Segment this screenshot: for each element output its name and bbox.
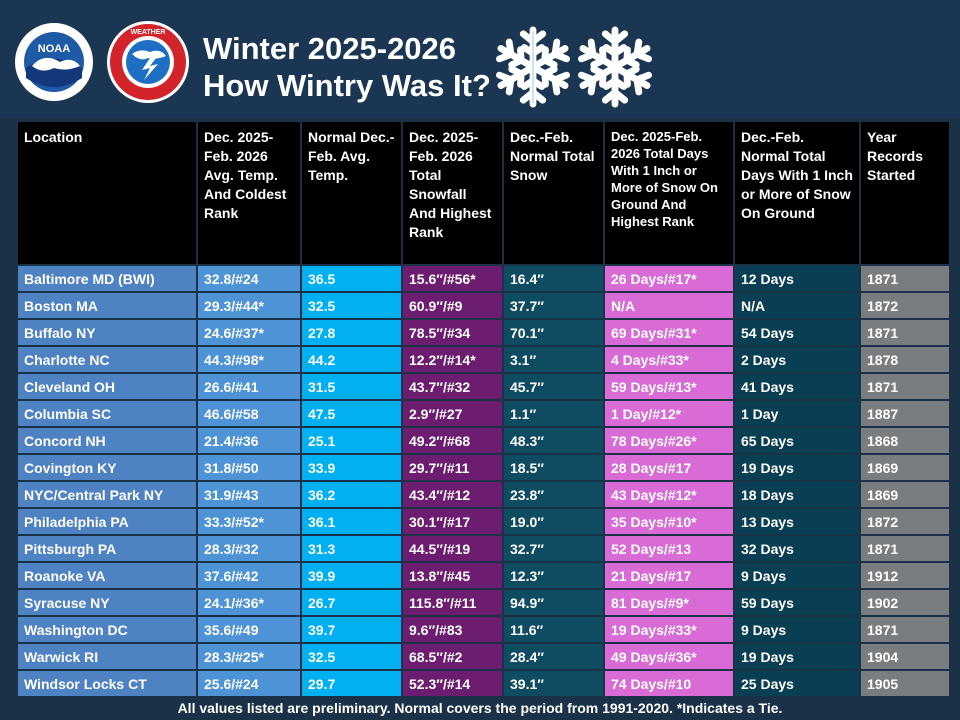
cell-normal-snow: 45.7″	[504, 374, 603, 399]
cell-location: Warwick RI	[18, 644, 196, 669]
cell-normal-snow: 70.1″	[504, 320, 603, 345]
table-row	[18, 401, 949, 426]
cell-snow-days: 81 Days/#9*	[605, 590, 733, 615]
cell-normal-snow: 28.4″	[504, 644, 603, 669]
table-row	[18, 563, 949, 588]
cell-normal-snow-days: 1 Day	[735, 401, 859, 426]
cell-normal-temp: 36.2	[302, 482, 401, 507]
cell-location: Concord NH	[18, 428, 196, 453]
cell-normal-snow-days: 19 Days	[735, 455, 859, 480]
cell-normal-snow-days: 41 Days	[735, 374, 859, 399]
cell-normal-snow: 16.4″	[504, 266, 603, 291]
title-line-1: Winter 2025-2026	[203, 31, 457, 66]
table-row	[18, 590, 949, 615]
column-header-normal-snow-days: Dec.-Feb. Normal Total Days With 1 Inch or More of Snow On Ground	[735, 122, 859, 264]
cell-year-started: 1871	[861, 617, 949, 642]
column-header-normal-temp: Normal Dec.-Feb. Avg. Temp.	[302, 122, 401, 264]
cell-normal-snow: 19.0″	[504, 509, 603, 534]
cell-snow-days: 19 Days/#33*	[605, 617, 733, 642]
cell-snow-days: 78 Days/#26*	[605, 428, 733, 453]
cell-total-snowfall: 78.5″/#34	[403, 320, 502, 345]
cell-normal-temp: 47.5	[302, 401, 401, 426]
cell-normal-temp: 29.7	[302, 671, 401, 696]
cell-year-started: 1868	[861, 428, 949, 453]
cell-normal-temp: 39.7	[302, 617, 401, 642]
cell-location: Washington DC	[18, 617, 196, 642]
cell-year-started: 1904	[861, 644, 949, 669]
page-title	[203, 30, 491, 104]
snowflake-icon	[494, 24, 572, 110]
cell-avg-temp: 35.6/#49	[198, 617, 300, 642]
cell-location: Charlotte NC	[18, 347, 196, 372]
snowflake-icon	[576, 24, 654, 110]
cell-normal-snow: 37.7″	[504, 293, 603, 318]
cell-normal-snow: 3.1″	[504, 347, 603, 372]
cell-normal-snow: 94.9″	[504, 590, 603, 615]
cell-normal-snow-days: 12 Days	[735, 266, 859, 291]
cell-year-started: 1912	[861, 563, 949, 588]
cell-normal-snow: 32.7″	[504, 536, 603, 561]
cell-snow-days: 74 Days/#10	[605, 671, 733, 696]
cell-normal-snow-days: 18 Days	[735, 482, 859, 507]
cell-location: Cleveland OH	[18, 374, 196, 399]
cell-normal-snow: 12.3″	[504, 563, 603, 588]
cell-year-started: 1871	[861, 266, 949, 291]
cell-snow-days: 49 Days/#36*	[605, 644, 733, 669]
cell-avg-temp: 32.8/#24	[198, 266, 300, 291]
cell-snow-days: 21 Days/#17	[605, 563, 733, 588]
cell-total-snowfall: 2.9″/#27	[403, 401, 502, 426]
table-header-row	[18, 122, 949, 264]
cell-normal-snow-days: 19 Days	[735, 644, 859, 669]
cell-year-started: 1902	[861, 590, 949, 615]
cell-snow-days: N/A	[605, 293, 733, 318]
cell-normal-snow-days: N/A	[735, 293, 859, 318]
cell-total-snowfall: 49.2″/#68	[403, 428, 502, 453]
table-row	[18, 320, 949, 345]
cell-normal-snow: 18.5″	[504, 455, 603, 480]
cell-year-started: 1871	[861, 374, 949, 399]
table-row	[18, 482, 949, 507]
cell-normal-temp: 26.7	[302, 590, 401, 615]
cell-avg-temp: 26.6/#41	[198, 374, 300, 399]
table-row	[18, 347, 949, 372]
cell-avg-temp: 21.4/#36	[198, 428, 300, 453]
cell-snow-days: 43 Days/#12*	[605, 482, 733, 507]
cell-snow-days: 69 Days/#31*	[605, 320, 733, 345]
cell-normal-temp: 32.5	[302, 644, 401, 669]
cell-location: Columbia SC	[18, 401, 196, 426]
cell-location: Covington KY	[18, 455, 196, 480]
header	[0, 0, 960, 118]
cell-normal-snow-days: 13 Days	[735, 509, 859, 534]
cell-snow-days: 28 Days/#17	[605, 455, 733, 480]
cell-avg-temp: 28.3/#25*	[198, 644, 300, 669]
cell-normal-snow-days: 25 Days	[735, 671, 859, 696]
cell-year-started: 1878	[861, 347, 949, 372]
cell-total-snowfall: 43.7″/#32	[403, 374, 502, 399]
cell-location: Syracuse NY	[18, 590, 196, 615]
cell-normal-snow-days: 32 Days	[735, 536, 859, 561]
cell-normal-snow: 11.6″	[504, 617, 603, 642]
cell-location: Roanoke VA	[18, 563, 196, 588]
cell-year-started: 1887	[861, 401, 949, 426]
title-line-2: How Wintry Was It?	[203, 68, 491, 103]
cell-total-snowfall: 29.7″/#11	[403, 455, 502, 480]
cell-normal-snow: 1.1″	[504, 401, 603, 426]
cell-snow-days: 52 Days/#13	[605, 536, 733, 561]
cell-normal-temp: 36.5	[302, 266, 401, 291]
cell-total-snowfall: 30.1″/#17	[403, 509, 502, 534]
cell-avg-temp: 37.6/#42	[198, 563, 300, 588]
cell-avg-temp: 24.6/#37*	[198, 320, 300, 345]
cell-avg-temp: 46.6/#58	[198, 401, 300, 426]
cell-location: Buffalo NY	[18, 320, 196, 345]
cell-avg-temp: 44.3/#98*	[198, 347, 300, 372]
winter-records-table	[16, 120, 951, 698]
cell-year-started: 1872	[861, 509, 949, 534]
cell-location: Pittsburgh PA	[18, 536, 196, 561]
column-header-year-started: Year Records Started	[861, 122, 949, 264]
table-row	[18, 374, 949, 399]
cell-total-snowfall: 60.9″/#9	[403, 293, 502, 318]
table-row	[18, 617, 949, 642]
cell-normal-snow-days: 59 Days	[735, 590, 859, 615]
cell-total-snowfall: 68.5″/#2	[403, 644, 502, 669]
table-row	[18, 509, 949, 534]
cell-snow-days: 59 Days/#13*	[605, 374, 733, 399]
cell-normal-temp: 27.8	[302, 320, 401, 345]
cell-normal-snow: 23.8″	[504, 482, 603, 507]
cell-total-snowfall: 15.6″/#56*	[403, 266, 502, 291]
cell-location: Baltimore MD (BWI)	[18, 266, 196, 291]
column-header-total-snowfall: Dec. 2025-Feb. 2026 Total Snowfall And Highest Rank	[403, 122, 502, 264]
cell-year-started: 1905	[861, 671, 949, 696]
cell-location: Philadelphia PA	[18, 509, 196, 534]
noaa-logo	[14, 22, 94, 102]
table-row	[18, 428, 949, 453]
table-body	[18, 266, 949, 696]
table-row	[18, 536, 949, 561]
footer-note: All values listed are preliminary. Normal covers the period from 1991-2020. *Indicates a Tie.	[177, 700, 783, 716]
cell-normal-snow-days: 9 Days	[735, 563, 859, 588]
cell-normal-temp: 33.9	[302, 455, 401, 480]
column-header-snow-days: Dec. 2025-Feb. 2026 Total Days With 1 Inch or More of Snow On Ground And Highest Rank	[605, 122, 733, 264]
cell-year-started: 1869	[861, 455, 949, 480]
cell-total-snowfall: 43.4″/#12	[403, 482, 502, 507]
table-row	[18, 455, 949, 480]
cell-location: Windsor Locks CT	[18, 671, 196, 696]
cell-year-started: 1871	[861, 320, 949, 345]
column-header-location: Location	[18, 122, 196, 264]
cell-normal-temp: 36.1	[302, 509, 401, 534]
cell-year-started: 1869	[861, 482, 949, 507]
table-row	[18, 293, 949, 318]
column-header-avg-temp: Dec. 2025-Feb. 2026 Avg. Temp. And Coldest Rank	[198, 122, 300, 264]
cell-avg-temp: 31.8/#50	[198, 455, 300, 480]
cell-total-snowfall: 13.8″/#45	[403, 563, 502, 588]
cell-avg-temp: 29.3/#44*	[198, 293, 300, 318]
cell-location: Boston MA	[18, 293, 196, 318]
cell-location: NYC/Central Park NY	[18, 482, 196, 507]
cell-total-snowfall: 52.3″/#14	[403, 671, 502, 696]
cell-normal-temp: 44.2	[302, 347, 401, 372]
cell-snow-days: 35 Days/#10*	[605, 509, 733, 534]
cell-avg-temp: 31.9/#43	[198, 482, 300, 507]
cell-normal-temp: 31.3	[302, 536, 401, 561]
cell-snow-days: 1 Day/#12*	[605, 401, 733, 426]
cell-year-started: 1871	[861, 536, 949, 561]
cell-normal-snow-days: 65 Days	[735, 428, 859, 453]
cell-normal-temp: 31.5	[302, 374, 401, 399]
cell-snow-days: 4 Days/#33*	[605, 347, 733, 372]
cell-snow-days: 26 Days/#17*	[605, 266, 733, 291]
cell-normal-snow-days: 2 Days	[735, 347, 859, 372]
cell-avg-temp: 28.3/#32	[198, 536, 300, 561]
table-row	[18, 671, 949, 696]
cell-total-snowfall: 115.8″/#11	[403, 590, 502, 615]
table-row	[18, 266, 949, 291]
cell-total-snowfall: 9.6″/#83	[403, 617, 502, 642]
cell-normal-temp: 39.9	[302, 563, 401, 588]
cell-normal-snow: 48.3″	[504, 428, 603, 453]
cell-normal-temp: 25.1	[302, 428, 401, 453]
cell-avg-temp: 24.1/#36*	[198, 590, 300, 615]
cell-avg-temp: 25.6/#24	[198, 671, 300, 696]
cell-normal-snow-days: 54 Days	[735, 320, 859, 345]
cell-total-snowfall: 12.2″/#14*	[403, 347, 502, 372]
cell-avg-temp: 33.3/#52*	[198, 509, 300, 534]
cell-normal-snow-days: 9 Days	[735, 617, 859, 642]
cell-normal-temp: 32.5	[302, 293, 401, 318]
table-row	[18, 644, 949, 669]
svg-text:WEATHER: WEATHER	[130, 29, 166, 36]
cell-year-started: 1872	[861, 293, 949, 318]
national-weather-service-logo	[106, 20, 190, 104]
cell-normal-snow: 39.1″	[504, 671, 603, 696]
svg-text:NOAA: NOAA	[37, 43, 71, 55]
records-table-container	[16, 120, 947, 698]
cell-total-snowfall: 44.5″/#19	[403, 536, 502, 561]
column-header-normal-snow: Dec.-Feb. Normal Total Snow	[504, 122, 603, 264]
